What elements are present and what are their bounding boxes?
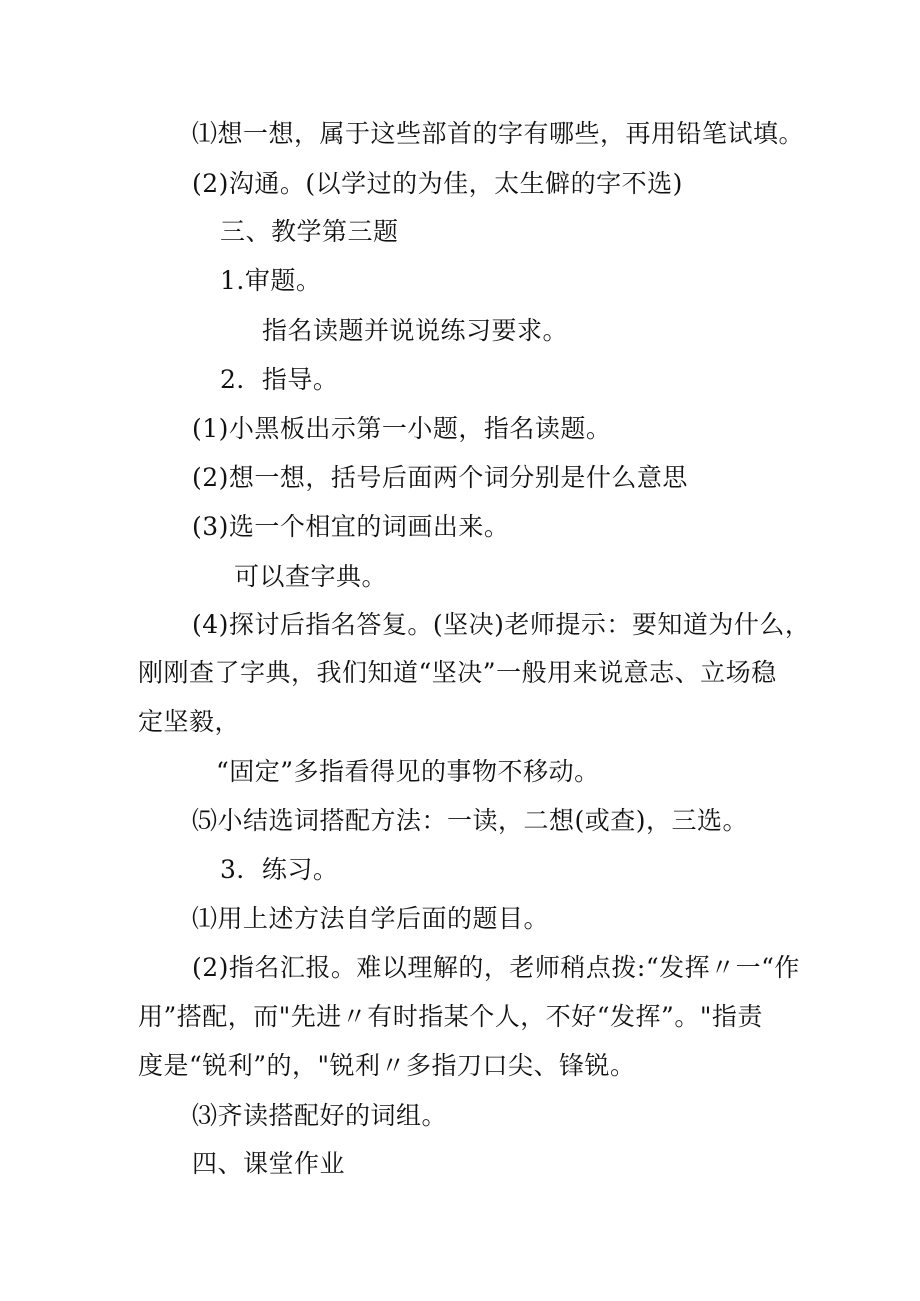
text-line: ⑴想一想，属于这些部首的字有哪些，再用铅笔试填。 xyxy=(192,119,805,148)
text-line: 刚刚查了字典，我们知道“坚决”一般用来说意志、立场稳 xyxy=(138,658,777,687)
text-line: “固定”多指看得见的事物不移动。 xyxy=(216,757,600,786)
text-line: 3．练习。 xyxy=(220,855,339,884)
text-line: 度是“锐利”的，"锐利〃多指刀口尖、锋锐。 xyxy=(138,1051,636,1080)
text-line: (4)探讨后指名答复。(坚决)老师提示：要知道为什么， xyxy=(192,610,811,639)
text-line: 定坚毅， xyxy=(138,707,241,736)
text-line: 2．指导。 xyxy=(220,365,339,394)
text-line: (2)想一想，括号后面两个词分别是什么意思 xyxy=(192,463,688,492)
text-line: 可以查字典。 xyxy=(234,562,388,591)
text-line: 指名读题并说说练习要求。 xyxy=(262,316,569,345)
section-heading: 三、教学第三题 xyxy=(220,217,399,246)
text-line: (2)沟通。(以学过的为佳，太生僻的字不选) xyxy=(192,169,683,198)
text-line: 1.审题。 xyxy=(220,266,322,295)
text-line: ⑴用上述方法自学后面的题目。 xyxy=(192,904,550,933)
text-line: ⑶齐读搭配好的词组。 xyxy=(192,1101,448,1130)
text-line: ⑸小结选词搭配方法：一读，二想(或查)，三选。 xyxy=(192,806,749,835)
text-line: (1)小黑板出示第一小题，指名读题。 xyxy=(192,414,612,443)
text-line: (3)选一个相宜的词画出来。 xyxy=(192,512,510,541)
text-line: 用”搭配，而"先进〃有时指某个人，不好“发挥”。"指责 xyxy=(138,1002,763,1031)
text-line: (2)指名汇报。难以理解的，老师稍点拨:“发挥〃一“作 xyxy=(192,953,800,982)
section-heading: 四、课堂作业 xyxy=(192,1149,346,1178)
